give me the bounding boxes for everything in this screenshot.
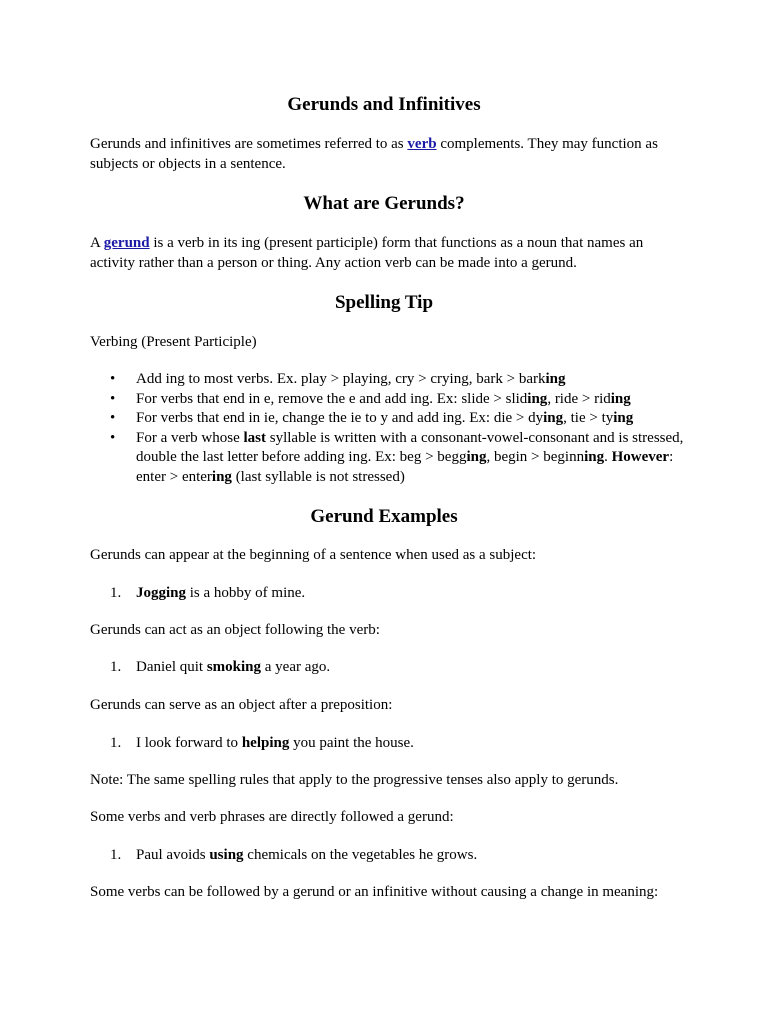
list-number: 1. <box>110 659 122 675</box>
subject-example-list <box>110 584 690 604</box>
example-text: is a hobby of mine. <box>186 585 306 601</box>
list-item <box>110 370 690 390</box>
definition-text-start: A <box>90 235 104 251</box>
subject-usage-paragraph: Gerunds can appear at the beginning of a sentence when used as a subject: <box>90 547 537 563</box>
rule-emphasis: last <box>243 429 266 446</box>
example-gerund: smoking <box>206 659 262 675</box>
example-text: Paul avoids <box>136 847 210 863</box>
rule-text: syllable is written with a consonant-vowel-consonant and is stressed, double the last letter before adding ing. Ex: beg > begg <box>136 429 684 465</box>
gerund-link[interactable]: gerund <box>103 235 150 251</box>
example-gerund: Jogging <box>136 585 187 601</box>
preposition-usage-paragraph: Gerunds can serve as an object after a preposition: <box>90 697 393 713</box>
example-text: chemicals on the vegetables he grows. <box>243 847 478 863</box>
object-example-list <box>110 658 690 678</box>
bullet-marker: • <box>110 429 116 446</box>
object-usage-paragraph: Gerunds can act as an object following the verb: <box>90 622 380 638</box>
bullet-marker: • <box>110 371 116 387</box>
heading-what-are-gerunds: What are Gerunds? <box>303 193 465 214</box>
rule-text: For verbs that end in e, remove the e and add ing. Ex: slide > slid <box>136 390 528 407</box>
followed-example-list <box>110 846 690 866</box>
list-number: 1. <box>110 585 122 601</box>
intro-text-end: complements. They may function as subjects or objects in a sentence. <box>90 136 658 172</box>
example-text: you paint the house. <box>289 735 414 751</box>
rule-emphasis: However <box>611 449 670 465</box>
heading-gerund-examples: Gerund Examples <box>310 506 458 527</box>
definition-text-end: is a verb in its ing (present participle) form that functions as a noun that names an activity rather than a person or thing. Any action verb can be made into a gerund. <box>90 235 644 271</box>
preposition-example-list <box>110 734 690 754</box>
gerund-or-infinitive-paragraph: Some verbs can be followed by a gerund or an infinitive without causing a change in meaning: <box>90 884 659 900</box>
example-gerund: helping <box>241 735 290 751</box>
gerund-definition-paragraph <box>90 234 690 273</box>
rule-text: For verbs that end in ie, change the ie to y and add ing. Ex: die > dy <box>136 410 544 426</box>
rule-text: , ride > rid <box>547 390 611 407</box>
rule-emphasis: ing <box>466 449 487 465</box>
list-item <box>110 429 690 488</box>
spelling-note: Note: The same spelling rules that apply to the progressive tenses also apply to gerunds. <box>90 772 619 788</box>
example-text: a year ago. <box>261 659 331 675</box>
rule-emphasis: ing <box>543 410 564 426</box>
list-item <box>110 409 690 429</box>
list-item <box>110 584 690 604</box>
rule-emphasis: ing <box>545 371 566 387</box>
rule-emphasis: ing <box>527 390 548 407</box>
rule-text: Add ing to most verbs. Ex. play > playing, cry > crying, bark > bark <box>136 371 546 387</box>
verb-link[interactable]: verb <box>407 136 437 152</box>
rule-text: , begin > beginn <box>486 449 585 465</box>
rule-emphasis: ing <box>613 410 634 426</box>
example-text: I look forward to <box>136 735 242 751</box>
rule-emphasis: ing <box>211 468 232 485</box>
intro-text-start: Gerunds and infinitives are sometimes referred to as <box>90 136 408 152</box>
intro-paragraph <box>90 135 690 174</box>
example-gerund: using <box>209 847 244 863</box>
rule-text: : enter > enter <box>136 449 674 485</box>
list-number: 1. <box>110 735 122 751</box>
verbing-label: Verbing (Present Participle) <box>90 334 257 350</box>
list-number: 1. <box>110 847 122 863</box>
list-item <box>110 734 690 754</box>
document-title: Gerunds and Infinitives <box>287 94 481 115</box>
list-item <box>110 390 690 410</box>
list-item <box>110 658 690 678</box>
rule-emphasis: ing <box>610 390 631 407</box>
rule-emphasis: ing <box>584 449 605 465</box>
rule-text: (last syllable is not stressed) <box>231 468 405 485</box>
rule-text: , tie > ty <box>563 410 614 426</box>
rule-text: . <box>604 449 612 465</box>
heading-spelling-tip: Spelling Tip <box>334 292 434 313</box>
bullet-marker: • <box>110 390 116 407</box>
example-text: Daniel quit <box>136 659 207 675</box>
followed-by-gerund-paragraph: Some verbs and verb phrases are directly followed a gerund: <box>90 809 454 825</box>
spelling-rules-list <box>110 370 690 487</box>
list-item <box>110 846 690 866</box>
bullet-marker: • <box>110 410 116 426</box>
rule-text: For a verb whose <box>136 429 244 446</box>
